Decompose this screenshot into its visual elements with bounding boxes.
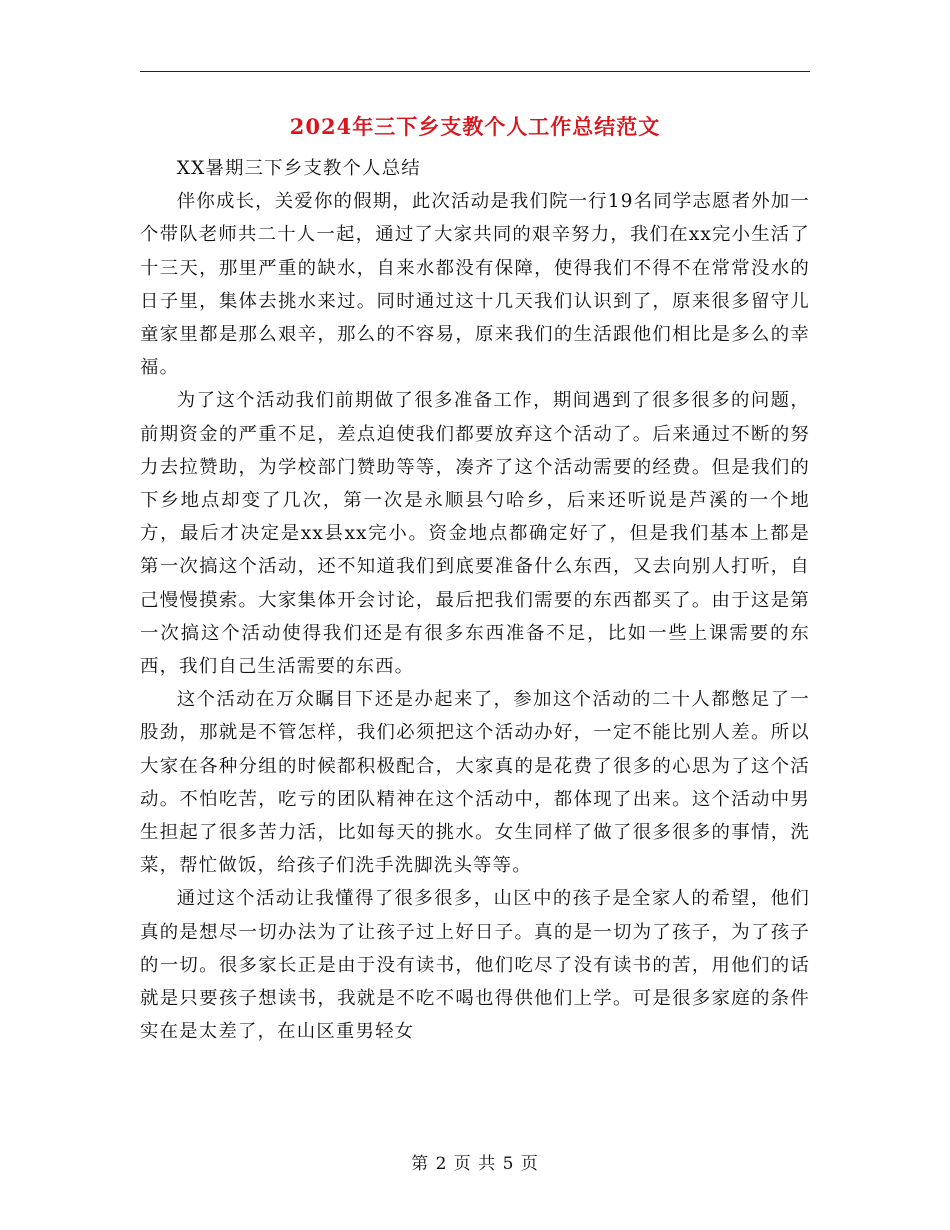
subtitle-paragraph: XX暑期三下乡支教个人总结: [176, 158, 421, 179]
body-paragraph: 通过这个活动让我懂得了很多很多，山区中的孩子是全家人的希望，他们真的是想尽一切办法为了让孩子过上好日子。真的是一切为了孩子，为了孩子的一切。很多家长正是由于没有读书，他们吃尽了没有读书的苦，用他们的话就是只要孩子想读书，我就是不吃不喝也得供他们上学。可是很多家庭的条件实在是太差了，在山区重男轻女: [140, 888, 810, 1043]
page-number-footer: 第 2 页 共 5 页: [411, 1154, 539, 1174]
document-title: 2024年三下乡支教个人工作总结范文: [289, 114, 661, 139]
body-paragraph: 伴你成长，关爱你的假期，此次活动是我们院一行19名同学志愿者外加一个带队老师共二十人一起，通过了大家共同的艰辛努力，我们在xx完小生活了十三天，那里严重的缺水，自来水都没有保障，使得我们不得不在常常没水的日子里，集体去挑水来过。同时通过这十几天我们认识到了，原来很多留守儿童家里都是那么艰辛，那么的不容易，原来我们的生活跟他们相比是多么的幸福。: [140, 191, 810, 379]
body-paragraph: 这个活动在万众瞩目下还是办起来了，参加这个活动的二十人都憋足了一股劲，那就是不管怎样，我们必须把这个活动办好，一定不能比别人差。所以大家在各种分组的时候都积极配合，大家真的是花费了很多的心思为了这个活动。不怕吃苦，吃亏的团队精神在这个活动中，都体现了出来。这个活动中男生担起了很多苦力活，比如每天的挑水。女生同样了做了很多很多的事情，洗菜，帮忙做饭，给孩子们洗手洗脚洗头等等。: [140, 689, 810, 877]
body-paragraph: 为了这个活动我们前期做了很多准备工作，期间遇到了很多很多的问题，前期资金的严重不足，差点迫使我们都要放弃这个活动了。后来通过不断的努力去拉赞助，为学校部门赞助等等，凑齐了这个活动需要的经费。但是我们的下乡地点却变了几次，第一次是永顺县勺哈乡，后来还听说是芦溪的一个地方，最后才决定是xx县xx完小。资金地点都确定好了，但是我们基本上都是第一次搞这个活动，还不知道我们到底要准备什么东西，又去向别人打听，自己慢慢摸索。大家集体开会讨论，最后把我们需要的东西都买了。由于这是第一次搞这个活动使得我们还是有很多东西准备不足，比如一些上课需要的东西，我们自己生活需要的东西。: [140, 390, 810, 678]
header-rule: [140, 71, 810, 72]
document-body: [140, 152, 810, 1048]
